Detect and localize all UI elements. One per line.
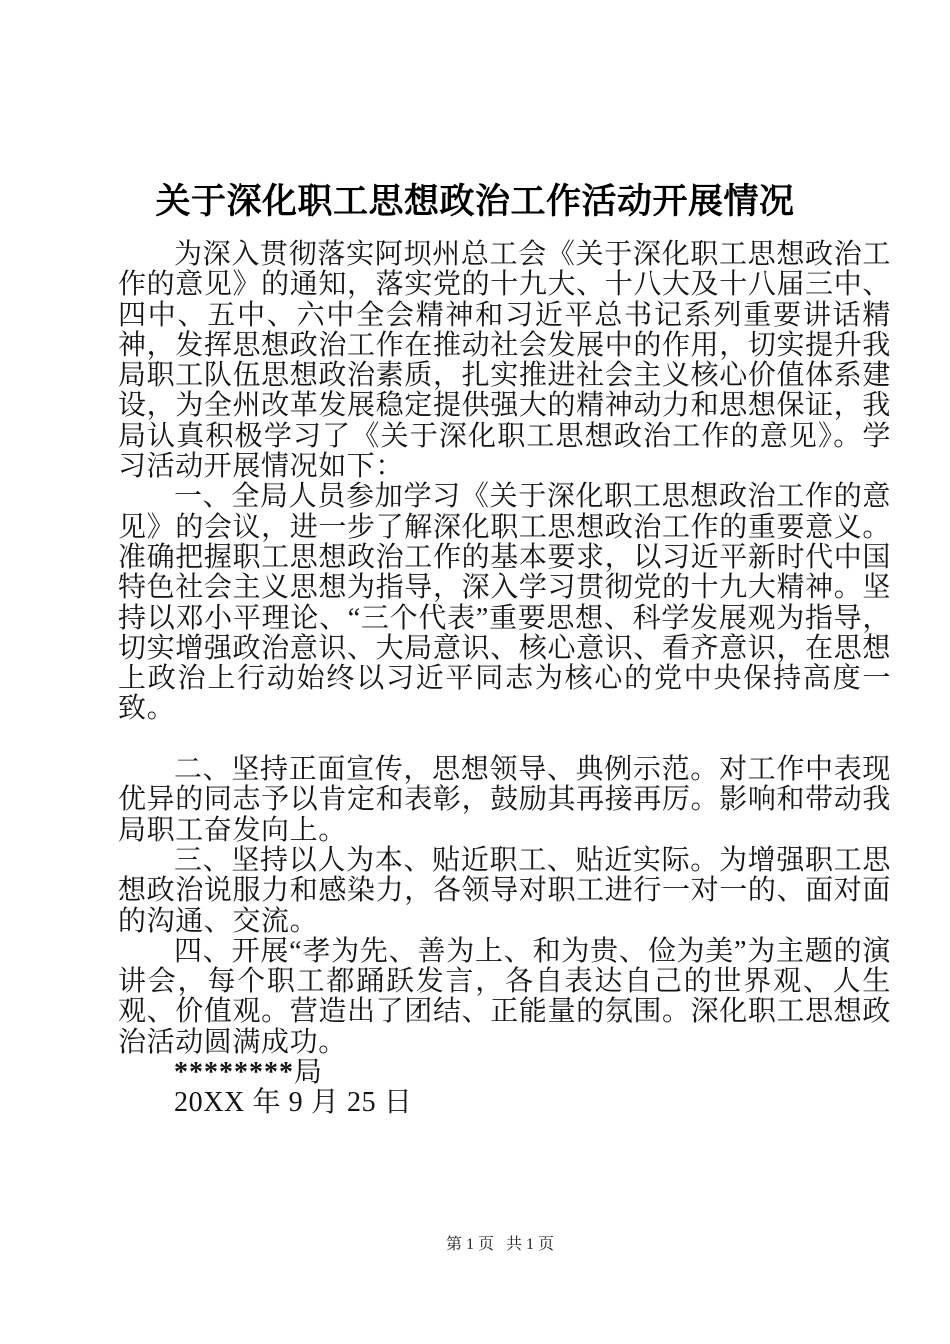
footer-total-pages: 共 1 页	[506, 1236, 555, 1253]
date-line: 20XX 年 9 月 25 日	[174, 1087, 413, 1119]
signature-unit: 局	[294, 1057, 323, 1089]
section-2-paragraph: 二、坚持正面宣传，思想领导、典例示范。对工作中表现优异的同志予以肯定和表彰，鼓励其再接再厉。影响和带动我局职工奋发向上。	[118, 754, 891, 846]
signature-stars: ********	[174, 1057, 294, 1089]
blank-line	[118, 725, 891, 755]
section-3-paragraph: 三、坚持以人为本、贴近职工、贴近实际。为增强职工思想政治说服力和感染力，各领导对职工进行一对一的、面对面的沟通、交流。	[118, 844, 891, 937]
document-body	[118, 240, 891, 1119]
signature-line	[118, 1058, 891, 1088]
document-title: 关于深化职工思想政治工作活动开展情况	[155, 182, 795, 221]
intro-paragraph: 为深入贯彻落实阿坝州总工会《关于深化职工思想政治工作的意见》的通知，落实党的十九大、十八大及十八届三中、四中、五中、六中全会精神和习近平总书记系列重要讲话精神，发挥思想政治工作在推动社会发展中的作用，切实提升我局职工队伍思想政治素质，扎实推进社会主义核心价值体系建设，为全州改革发展稳定提供强大的精神动力和思想保证，我局认真积极学习了《关于深化职工思想政治工作的意见》。学习活动开展情况如下：	[118, 239, 891, 483]
page-footer	[25, 1234, 950, 1256]
footer-current-page: 第 1 页	[445, 1236, 494, 1253]
section-4-paragraph: 四、开展“孝为先、善为上、和为贵、俭为美”为主题的演讲会，每个职工都踊跃发言，各自表达自己的世界观、人生观、价值观。营造出了团结、正能量的氛围。深化职工思想政治活动圆满成功。	[118, 935, 891, 1058]
section-1-paragraph: 一、全局人员参加学习《关于深化职工思想政治工作的意见》的会议，进一步了解深化职工思想政治工作的重要意义。准确把握职工思想政治工作的基本要求，以习近平新时代中国特色社会主义思想为指导，深入学习贯彻党的十九大精神。坚持以邓小平理论、“三个代表”重要思想、科学发展观为指导，切实增强政治意识、大局意识、核心意识、看齐意识，在思想上政治上行动始终以习近平同志为核心的党中央保持高度一致。	[118, 481, 891, 725]
